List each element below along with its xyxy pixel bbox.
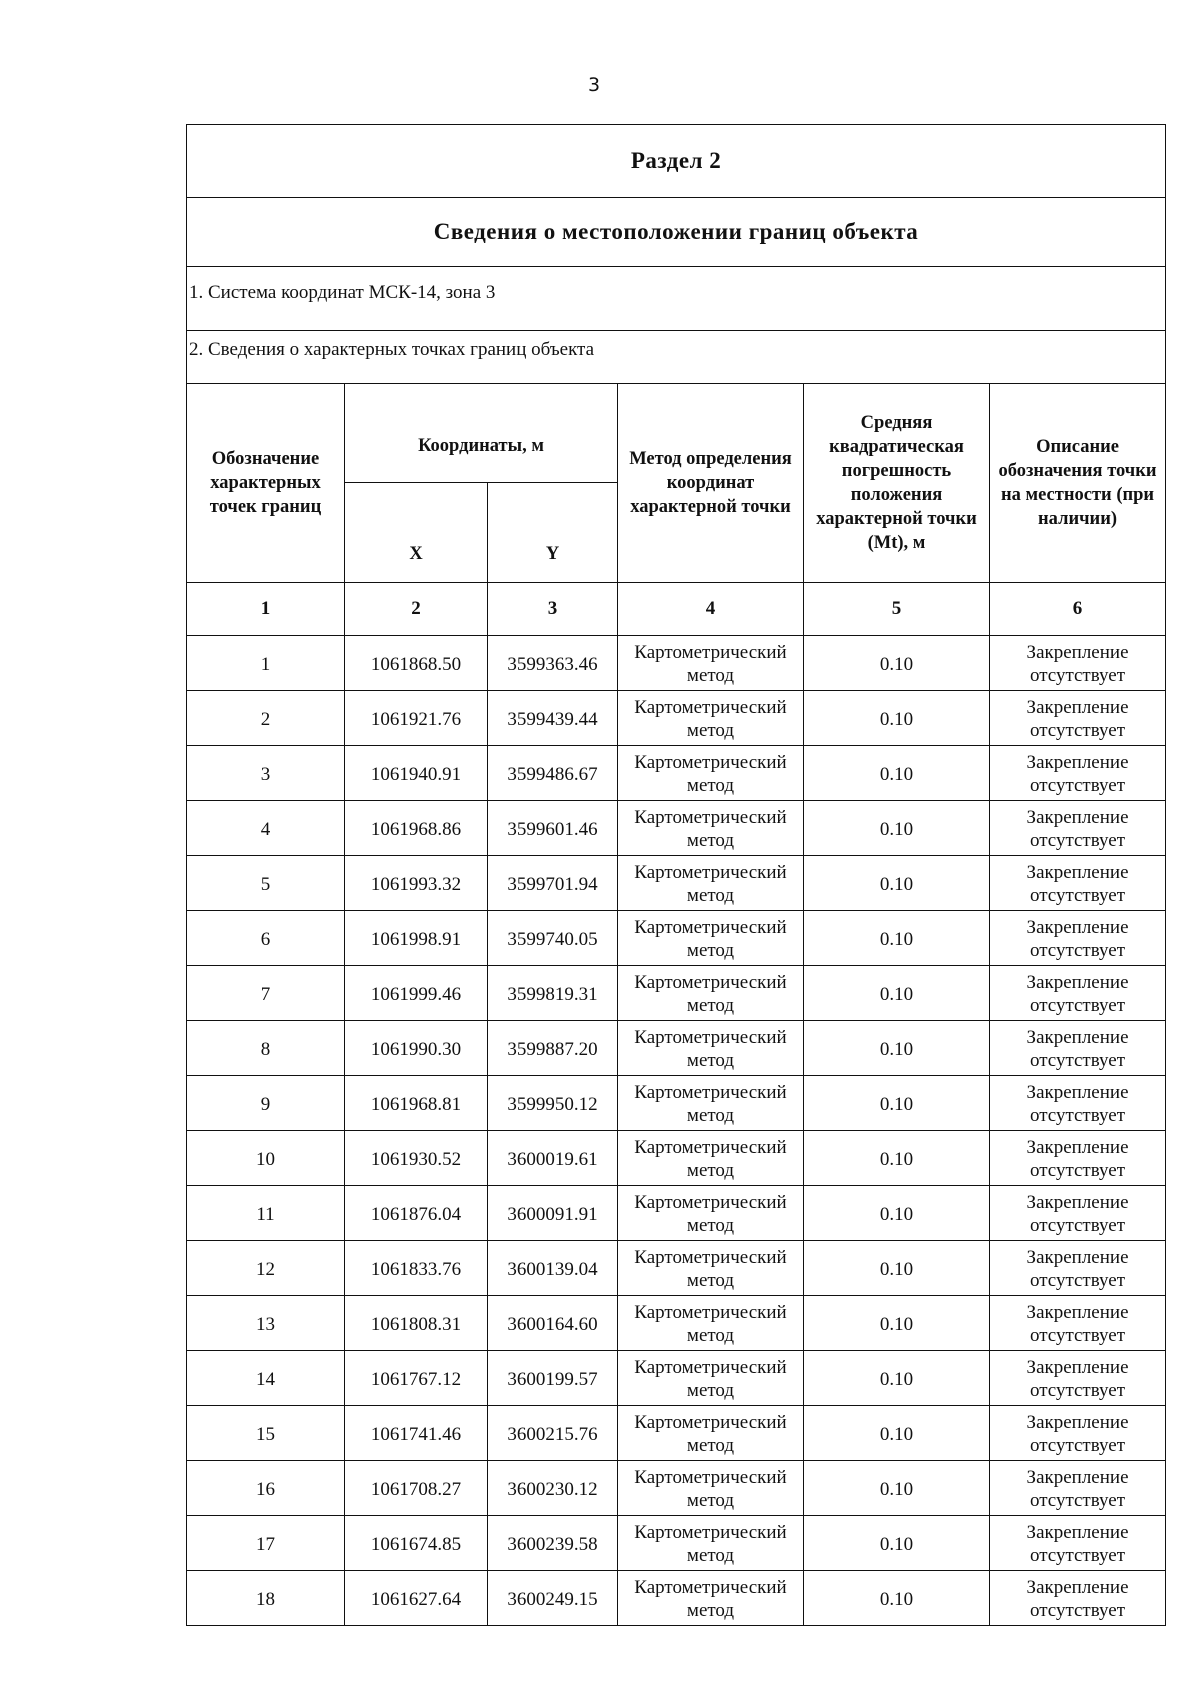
point-id-cell: 9	[187, 1076, 345, 1131]
point-id-cell: 8	[187, 1021, 345, 1076]
error-cell: 0.10	[804, 1296, 990, 1351]
description-cell: Закрепление отсутствует	[990, 1076, 1166, 1131]
x-coordinate-cell: 1061674.85	[345, 1516, 488, 1571]
y-coordinate-cell: 3599819.31	[488, 966, 618, 1021]
point-id-cell: 2	[187, 691, 345, 746]
x-coordinate-cell: 1061876.04	[345, 1186, 488, 1241]
description-cell: Закрепление отсутствует	[990, 1241, 1166, 1296]
x-coordinate-cell: 1061627.64	[345, 1571, 488, 1626]
point-id-cell: 6	[187, 911, 345, 966]
method-cell: Картометрический метод	[618, 1076, 804, 1131]
error-cell: 0.10	[804, 636, 990, 691]
error-cell: 0.10	[804, 1241, 990, 1296]
table-row	[187, 746, 1166, 801]
y-coordinate-cell: 3599439.44	[488, 691, 618, 746]
error-cell: 0.10	[804, 1186, 990, 1241]
point-id-cell: 3	[187, 746, 345, 801]
method-cell: Картометрический метод	[618, 1516, 804, 1571]
table-row	[187, 636, 1166, 691]
column-number: 3	[488, 583, 618, 636]
y-coordinate-cell: 3599363.46	[488, 636, 618, 691]
point-id-cell: 1	[187, 636, 345, 691]
y-coordinate-cell: 3599486.67	[488, 746, 618, 801]
point-id-cell: 13	[187, 1296, 345, 1351]
point-id-cell: 4	[187, 801, 345, 856]
description-cell: Закрепление отсутствует	[990, 801, 1166, 856]
point-id-cell: 14	[187, 1351, 345, 1406]
error-cell: 0.10	[804, 856, 990, 911]
header-description: Описание обозначения точки на местности (при наличии)	[990, 384, 1166, 583]
method-cell: Картометрический метод	[618, 1296, 804, 1351]
table-row	[187, 801, 1166, 856]
method-cell: Картометрический метод	[618, 1186, 804, 1241]
x-coordinate-cell: 1061833.76	[345, 1241, 488, 1296]
error-cell: 0.10	[804, 746, 990, 801]
description-cell: Закрепление отсутствует	[990, 691, 1166, 746]
y-coordinate-cell: 3600230.12	[488, 1461, 618, 1516]
description-cell: Закрепление отсутствует	[990, 1406, 1166, 1461]
x-coordinate-cell: 1061968.81	[345, 1076, 488, 1131]
error-cell: 0.10	[804, 1021, 990, 1076]
x-coordinate-cell: 1061767.12	[345, 1351, 488, 1406]
method-cell: Картометрический метод	[618, 1461, 804, 1516]
description-cell: Закрепление отсутствует	[990, 1571, 1166, 1626]
point-id-cell: 7	[187, 966, 345, 1021]
point-id-cell: 17	[187, 1516, 345, 1571]
column-number: 6	[990, 583, 1166, 636]
table-row	[187, 1131, 1166, 1186]
boundary-points-table	[186, 124, 1166, 1626]
y-coordinate-cell: 3600249.15	[488, 1571, 618, 1626]
y-coordinate-cell: 3599887.20	[488, 1021, 618, 1076]
header-error: Средняя квадратическая погрешность положения характерной точки (Mt), м	[804, 384, 990, 583]
error-cell: 0.10	[804, 1516, 990, 1571]
x-coordinate-cell: 1061940.91	[345, 746, 488, 801]
table-row	[187, 1571, 1166, 1626]
header-method: Метод определения координат характерной точки	[618, 384, 804, 583]
y-coordinate-cell: 3599701.94	[488, 856, 618, 911]
method-cell: Картометрический метод	[618, 1406, 804, 1461]
description-cell: Закрепление отсутствует	[990, 856, 1166, 911]
description-cell: Закрепление отсутствует	[990, 1131, 1166, 1186]
error-cell: 0.10	[804, 911, 990, 966]
error-cell: 0.10	[804, 1461, 990, 1516]
table-row	[187, 691, 1166, 746]
error-cell: 0.10	[804, 1571, 990, 1626]
page-number: 3	[587, 74, 601, 96]
column-number-row	[187, 583, 1166, 636]
error-cell: 0.10	[804, 1131, 990, 1186]
header-coordinates: Координаты, м	[345, 384, 618, 483]
header-x: X	[345, 483, 488, 583]
x-coordinate-cell: 1061993.32	[345, 856, 488, 911]
table-row	[187, 1296, 1166, 1351]
method-cell: Картометрический метод	[618, 856, 804, 911]
y-coordinate-cell: 3599601.46	[488, 801, 618, 856]
method-cell: Картометрический метод	[618, 691, 804, 746]
column-number: 5	[804, 583, 990, 636]
column-number: 4	[618, 583, 804, 636]
table-row	[187, 966, 1166, 1021]
table-row	[187, 911, 1166, 966]
description-cell: Закрепление отсутствует	[990, 1351, 1166, 1406]
y-coordinate-cell: 3600091.91	[488, 1186, 618, 1241]
x-coordinate-cell: 1061990.30	[345, 1021, 488, 1076]
description-cell: Закрепление отсутствует	[990, 746, 1166, 801]
x-coordinate-cell: 1061868.50	[345, 636, 488, 691]
method-cell: Картометрический метод	[618, 911, 804, 966]
y-coordinate-cell: 3600164.60	[488, 1296, 618, 1351]
method-cell: Картометрический метод	[618, 1351, 804, 1406]
error-cell: 0.10	[804, 1406, 990, 1461]
table-row	[187, 1021, 1166, 1076]
table-row	[187, 1461, 1166, 1516]
point-id-cell: 16	[187, 1461, 345, 1516]
error-cell: 0.10	[804, 1076, 990, 1131]
y-coordinate-cell: 3600215.76	[488, 1406, 618, 1461]
coordinate-system-line: 1. Система координат МСК-14, зона 3	[187, 267, 1166, 331]
column-number: 2	[345, 583, 488, 636]
method-cell: Картометрический метод	[618, 746, 804, 801]
x-coordinate-cell: 1061808.31	[345, 1296, 488, 1351]
y-coordinate-cell: 3600239.58	[488, 1516, 618, 1571]
description-cell: Закрепление отсутствует	[990, 1461, 1166, 1516]
table-row	[187, 1076, 1166, 1131]
description-cell: Закрепление отсутствует	[990, 966, 1166, 1021]
error-cell: 0.10	[804, 966, 990, 1021]
y-coordinate-cell: 3600199.57	[488, 1351, 618, 1406]
x-coordinate-cell: 1061998.91	[345, 911, 488, 966]
table-row	[187, 1186, 1166, 1241]
x-coordinate-cell: 1061921.76	[345, 691, 488, 746]
description-cell: Закрепление отсутствует	[990, 1021, 1166, 1076]
description-cell: Закрепление отсутствует	[990, 1186, 1166, 1241]
y-coordinate-cell: 3600019.61	[488, 1131, 618, 1186]
method-cell: Картометрический метод	[618, 1131, 804, 1186]
description-cell: Закрепление отсутствует	[990, 1296, 1166, 1351]
point-id-cell: 10	[187, 1131, 345, 1186]
method-cell: Картометрический метод	[618, 1021, 804, 1076]
header-y: Y	[488, 483, 618, 583]
x-coordinate-cell: 1061930.52	[345, 1131, 488, 1186]
point-id-cell: 11	[187, 1186, 345, 1241]
description-cell: Закрепление отсутствует	[990, 636, 1166, 691]
x-coordinate-cell: 1061999.46	[345, 966, 488, 1021]
table-row	[187, 1516, 1166, 1571]
section-title: Раздел 2	[187, 125, 1166, 198]
table-row	[187, 1406, 1166, 1461]
points-heading: 2. Сведения о характерных точках границ объекта	[187, 331, 1166, 384]
method-cell: Картометрический метод	[618, 1241, 804, 1296]
column-number: 1	[187, 583, 345, 636]
header-designation: Обозначение характерных точек границ	[187, 384, 345, 583]
table-row	[187, 1241, 1166, 1296]
x-coordinate-cell: 1061741.46	[345, 1406, 488, 1461]
description-cell: Закрепление отсутствует	[990, 1516, 1166, 1571]
table-row	[187, 1351, 1166, 1406]
y-coordinate-cell: 3599740.05	[488, 911, 618, 966]
point-id-cell: 5	[187, 856, 345, 911]
point-id-cell: 12	[187, 1241, 345, 1296]
point-id-cell: 18	[187, 1571, 345, 1626]
method-cell: Картометрический метод	[618, 801, 804, 856]
section-subtitle: Сведения о местоположении границ объекта	[187, 198, 1166, 267]
table-row	[187, 856, 1166, 911]
error-cell: 0.10	[804, 801, 990, 856]
y-coordinate-cell: 3600139.04	[488, 1241, 618, 1296]
x-coordinate-cell: 1061968.86	[345, 801, 488, 856]
point-id-cell: 15	[187, 1406, 345, 1461]
y-coordinate-cell: 3599950.12	[488, 1076, 618, 1131]
method-cell: Картометрический метод	[618, 1571, 804, 1626]
method-cell: Картометрический метод	[618, 966, 804, 1021]
method-cell: Картометрический метод	[618, 636, 804, 691]
x-coordinate-cell: 1061708.27	[345, 1461, 488, 1516]
error-cell: 0.10	[804, 691, 990, 746]
error-cell: 0.10	[804, 1351, 990, 1406]
description-cell: Закрепление отсутствует	[990, 911, 1166, 966]
